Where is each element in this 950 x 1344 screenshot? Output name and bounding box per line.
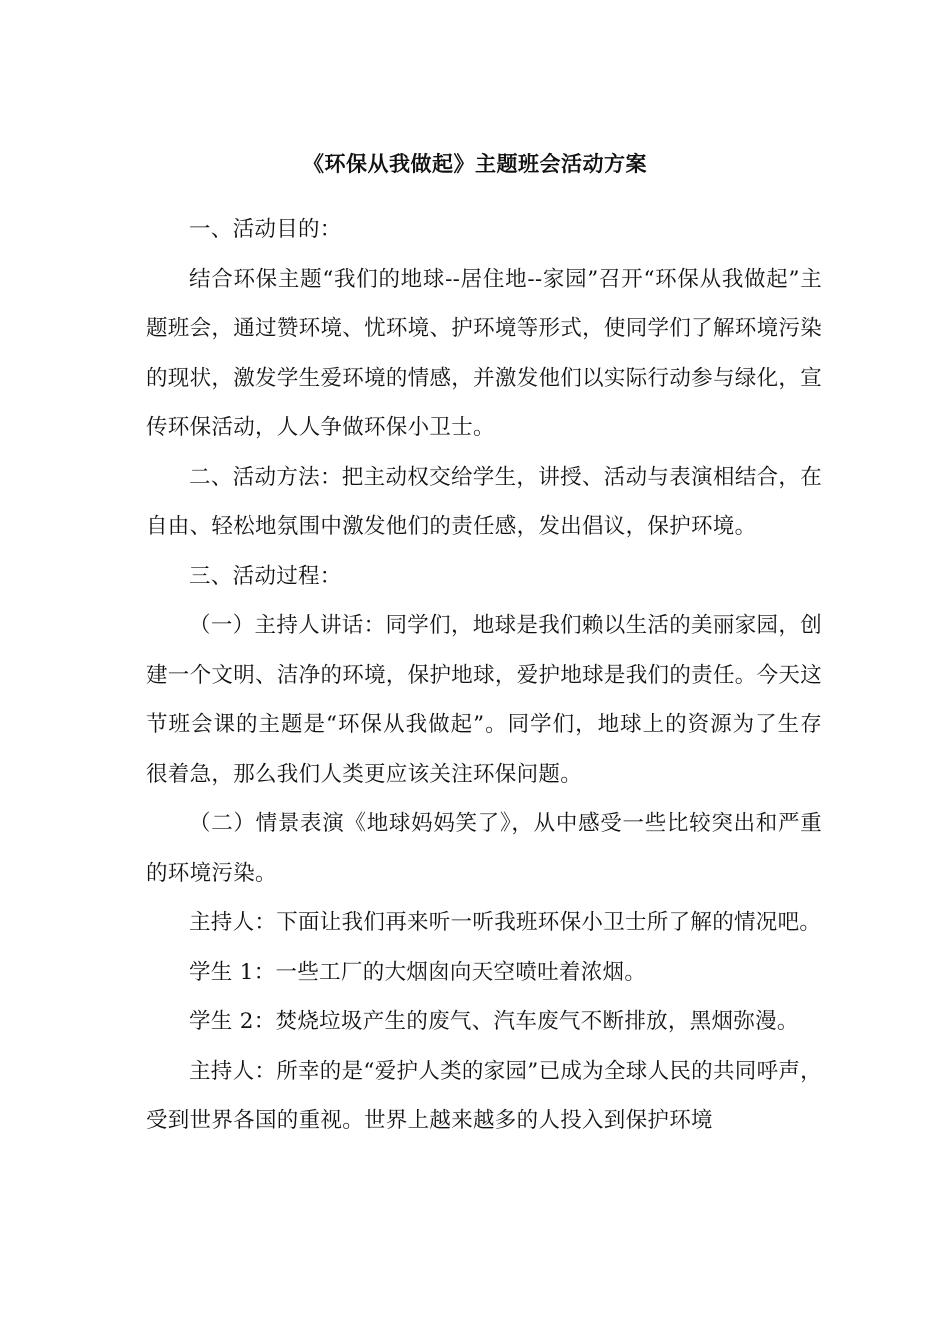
paragraph-student-1: 学生 1：一些工厂的大烟囱向天空喷吐着浓烟。 (189, 959, 647, 985)
paragraph-skit: （二）情景表演《地球妈妈笑了》，从中感受一些比较突出和严重的环境污染。 (146, 811, 822, 886)
paragraph-purpose: 结合环保主题“我们的地球--居住地--家园”召开“环保从我做起”主题班会，通过赞环境、忧环境、护环境等形式，使同学们了解环境污染的现状，激发学生爱环境的情感，并激发他们以实际行动参与绿化，宣传环保活动，人人争做环保小卫士。 (146, 266, 822, 440)
paragraph-student-2: 学生 2：焚烧垃圾产生的废气、汽车废气不断排放，黑烟弥漫。 (189, 1009, 799, 1034)
section-heading-process: 三、活动过程： (189, 563, 342, 589)
paragraph-host-closing: 主持人：所幸的是“爱护人类的家园”已成为全球人民的共同呼声，受到世界各国的重视。世界上越来越多的人投入到保护环境 (146, 1058, 822, 1133)
document-title: 《环保从我做起》主题班会活动方案 (303, 151, 647, 177)
document-body (146, 205, 822, 1146)
paragraph-method: 二、活动方法：把主动权交给学生，讲授、活动与表演相结合，在自由、轻松地氛围中激发他们的责任感，发出倡议，保护环境。 (146, 464, 822, 539)
section-heading-purpose: 一、活动目的： (189, 217, 342, 242)
paragraph-host-speech: （一）主持人讲话：同学们，地球是我们赖以生活的美丽家园，创建一个文明、洁净的环境，保护地球，爱护地球是我们的责任。今天这节班会课的主题是“环保从我做起”。同学们，地球上的资源为了生存很着急，那么我们人类更应该关注环保问题。 (146, 613, 822, 787)
paragraph-host-intro: 主持人：下面让我们再来听一听我班环保小卫士所了解的情况吧。 (189, 910, 822, 935)
